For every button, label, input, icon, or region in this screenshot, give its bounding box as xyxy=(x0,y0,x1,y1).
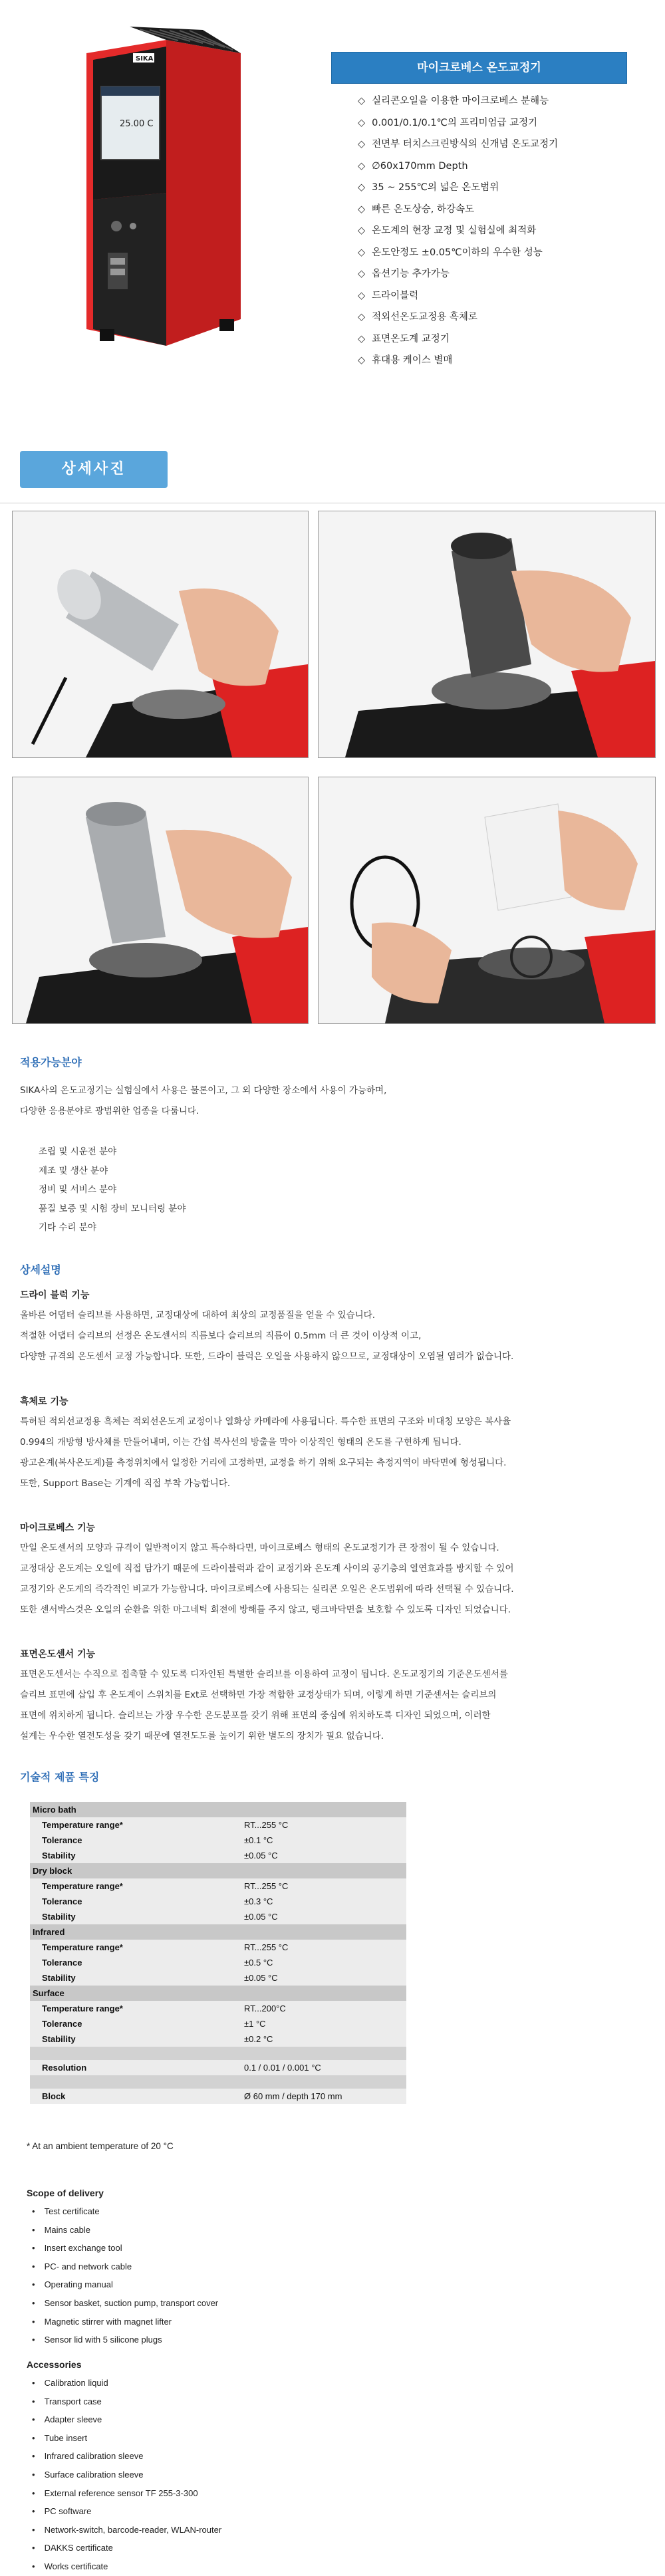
desc-line: 올바른 어댑터 슬리브를 사용하면, 교정대상에 대하여 최상의 교정품질을 얻을 수 있습니다. xyxy=(20,1310,376,1321)
spec-value: ±0.05 °C xyxy=(241,1909,406,1924)
delivery-heading: Scope of delivery xyxy=(27,2188,104,2198)
spec-group-row xyxy=(30,1986,406,2001)
spec-value: ±0.1 °C xyxy=(241,1833,406,1848)
feature-item: ◇ 0.001/0.1/0.1℃의 프리미엄급 교정기 xyxy=(358,112,627,134)
application-item: 정비 및 서비스 분야 xyxy=(39,1184,117,1195)
desc-line: 슬리브 표면에 삽입 후 온도계이 스위치를 Ext로 선택하면 가장 적합한 교정상태가 되며, 이렇게 하면 기준센서는 슬리브의 xyxy=(20,1690,497,1700)
spec-key: Stability xyxy=(30,1970,241,1986)
feature-item: ◇ 표면온도계 교정기 xyxy=(358,328,627,350)
spec-footnote: * At an ambient temperature of 20 °C xyxy=(27,2141,174,2151)
application-list xyxy=(39,1142,186,1237)
application-item: 품질 보증 및 시험 장비 모니터링 분야 xyxy=(39,1203,186,1214)
desc-block-title: 마이크로베스 기능 xyxy=(20,1523,96,1533)
desc-block-body xyxy=(20,1538,514,1620)
feature-item: ◇ 실리콘오일을 이용한 마이크로베스 분해능 xyxy=(358,90,627,112)
spec-row xyxy=(30,2089,406,2104)
spec-value: ±0.2 °C xyxy=(241,2031,406,2047)
spec-key: Temperature range* xyxy=(30,1940,241,1955)
feature-item: ◇ ∅60x170mm Depth xyxy=(358,156,627,178)
feature-item: ◇ 온도계의 현장 교정 및 실험실에 최적화 xyxy=(358,220,627,242)
brand-logo: SIKA xyxy=(136,55,154,63)
delivery-list xyxy=(27,2202,218,2349)
spec-row xyxy=(30,1817,406,1833)
spec-spacer xyxy=(30,2047,406,2060)
delivery-item: • Test certificate xyxy=(27,2202,218,2221)
spec-value: Ø 60 mm / depth 170 mm xyxy=(241,2089,406,2104)
accessory-item: • Works certificate xyxy=(27,2557,221,2576)
desc-block-microbath xyxy=(20,1521,514,1620)
feature-title: 마이크로베스 온도교정기 xyxy=(331,52,627,84)
spec-row xyxy=(30,2060,406,2075)
accessory-item: • External reference sensor TF 255-3-300 xyxy=(27,2484,221,2503)
accessory-item: • Tube insert xyxy=(27,2429,221,2448)
feature-item: ◇ 빠른 온도상승, 하강속도 xyxy=(358,199,627,221)
spec-value: RT...200°C xyxy=(241,2001,406,2016)
application-intro xyxy=(20,1081,386,1122)
spec-group-row xyxy=(30,1802,406,1817)
spec-group-row xyxy=(30,1863,406,1878)
spec-table xyxy=(30,1802,406,2104)
spec-key: Tolerance xyxy=(30,1955,241,1970)
accessory-item: • PC software xyxy=(27,2502,221,2521)
feature-item: ◇ 적외선온도교정용 흑체로 xyxy=(358,307,627,328)
desc-line: 다양한 규격의 온도센서 교정 가능합니다. 또한, 드라이 블럭은 오일을 사용하지 않으므로, 교정대상이 오염될 염려가 없습니다. xyxy=(20,1351,514,1362)
delivery-item: • Mains cable xyxy=(27,2221,218,2240)
desc-block-body xyxy=(20,1412,511,1494)
spec-key: Tolerance xyxy=(30,2016,241,2031)
desc-block-title: 드라이 블럭 기능 xyxy=(20,1290,90,1301)
feature-item: ◇ 드라이블럭 xyxy=(358,285,627,307)
application-item: 기타 수리 분야 xyxy=(39,1222,96,1233)
intro-line: SIKA사의 온도교정기는 실험실에서 사용은 물론이고, 그 외 다양한 장소에서 사용이 가능하며, xyxy=(20,1085,387,1096)
accessory-item: • Network-switch, barcode-reader, WLAN-router xyxy=(27,2521,221,2539)
accessory-item: • Surface calibration sleeve xyxy=(27,2466,221,2484)
desc-line: 또한, Support Base는 기계에 직접 부착 가능합니다. xyxy=(20,1478,231,1489)
detail-photo-1 xyxy=(12,511,309,758)
accessories-heading: Accessories xyxy=(27,2359,82,2370)
feature-item: ◇ 휴대용 케이스 별매 xyxy=(358,350,627,372)
delivery-item: • Sensor lid with 5 silicone plugs xyxy=(27,2331,218,2349)
accessory-item: • Adapter sleeve xyxy=(27,2410,221,2429)
spec-value: RT...255 °C xyxy=(241,1940,406,1955)
spec-row xyxy=(30,1848,406,1863)
spec-row xyxy=(30,1894,406,1909)
spec-row xyxy=(30,1833,406,1848)
spec-key: Tolerance xyxy=(30,1833,241,1848)
detail-photo-3 xyxy=(12,777,309,1024)
spec-row xyxy=(30,1940,406,1955)
application-item: 조립 및 시운전 분야 xyxy=(39,1146,117,1157)
delivery-item: • Sensor basket, suction pump, transport cover xyxy=(27,2294,218,2313)
spec-value: ±1 °C xyxy=(241,2016,406,2031)
desc-block-blackbody xyxy=(20,1394,511,1494)
desc-line: 광고온계(복사온도계)를 측정위치에서 일정한 거리에 고정하면, 교정을 하기 위해 요구되는 측정지역이 바닥면에 형성됩니다. xyxy=(20,1458,507,1468)
detail-photo-2 xyxy=(318,511,656,758)
spec-value: 0.1 / 0.01 / 0.001 °C xyxy=(241,2060,406,2075)
spec-value: RT...255 °C xyxy=(241,1878,406,1894)
spec-value: ±0.05 °C xyxy=(241,1970,406,1986)
accessory-item: • Infrared calibration sleeve xyxy=(27,2447,221,2466)
desc-block-title: 흑체로 기능 xyxy=(20,1396,68,1407)
spec-key: Resolution xyxy=(30,2060,241,2075)
spec-key: Stability xyxy=(30,1909,241,1924)
desc-line: 0.994의 개방형 방사체를 만들어내며, 이는 간섭 복사선의 방출을 막아 이상적인 형태의 온도를 구현하게 됩니다. xyxy=(20,1437,462,1448)
spec-value: ±0.05 °C xyxy=(241,1848,406,1863)
desc-line: 표면에 위치하게 됩니다. 슬리브는 가장 우수한 온도분포를 갖기 위해 표면의 중심에 위치하도록 디자인 되었으며, 이러한 xyxy=(20,1710,491,1721)
calibrator-device-image xyxy=(66,27,253,359)
spec-row xyxy=(30,1909,406,1924)
delivery-item: • PC- and network cable xyxy=(27,2257,218,2276)
spec-row xyxy=(30,2001,406,2016)
spec-group-name: Dry block xyxy=(30,1863,406,1878)
accessory-item: • Transport case xyxy=(27,2392,221,2411)
desc-line: 만일 온도센서의 모양과 규격이 일반적이지 않고 특수하다면, 마이크로베스 형태의 온도교정기가 큰 장점이 될 수 있습니다. xyxy=(20,1543,499,1553)
spec-group-name: Micro bath xyxy=(30,1802,406,1817)
desc-line: 교정대상 온도계는 오일에 직접 담가기 때문에 드라이블럭과 같이 교정기와 온도계 사이의 공기층의 열연효과를 방지할 수 있어 xyxy=(20,1563,514,1574)
spec-key: Temperature range* xyxy=(30,1817,241,1833)
desc-block-body xyxy=(20,1664,508,1747)
spec-value: ±0.5 °C xyxy=(241,1955,406,1970)
spec-row xyxy=(30,2031,406,2047)
desc-line: 적절한 어댑터 슬리브의 선정은 온도센서의 직름보다 슬리브의 직름이 0.5mm 더 큰 것이 이상적 이고, xyxy=(20,1331,422,1341)
feature-item: ◇ 35 ~ 255℃의 넓은 온도범위 xyxy=(358,177,627,199)
accessories-list xyxy=(27,2374,221,2576)
desc-block-title: 표면온도센서 기능 xyxy=(20,1649,96,1660)
spec-row xyxy=(30,1878,406,1894)
feature-box xyxy=(331,52,627,372)
accessory-item: • DAKKS certificate xyxy=(27,2539,221,2557)
feature-item: ◇ 전면부 터치스크린방식의 신개념 온도교정기 xyxy=(358,134,627,156)
delivery-item: • Insert exchange tool xyxy=(27,2239,218,2257)
spec-key: Block xyxy=(30,2089,241,2104)
application-heading: 적용가능분야 xyxy=(20,1056,82,1069)
feature-item: ◇ 온도안정도 ±0.05℃이하의 우수한 성능 xyxy=(358,242,627,264)
spec-group-row xyxy=(30,1924,406,1940)
description-heading: 상세설명 xyxy=(20,1263,61,1276)
spec-key: Temperature range* xyxy=(30,2001,241,2016)
spec-key: Stability xyxy=(30,1848,241,1863)
desc-line: 또한 센서박스것은 오일의 순환을 위한 마그네틱 회전에 방해를 주지 않고, 탱크바닥면을 보호할 수 있도록 디자인 되었습니다. xyxy=(20,1605,511,1615)
desc-line: 특허된 적외선교정용 흑체는 적외선온도계 교정이나 열화상 카메라에 사용됩니다. 특수한 표면의 구조와 비대칭 모양은 복사율 xyxy=(20,1416,511,1427)
desc-line: 표면온도센서는 수직으로 접촉할 수 있도록 디자인된 특별한 슬리브를 이용하여 교정이 됩니다. 온도교정기의 기준온도센서를 xyxy=(20,1669,508,1680)
spec-row xyxy=(30,2016,406,2031)
feature-item: ◇ 옵션기능 추가가능 xyxy=(358,263,627,285)
specs-heading: 기술적 제품 특징 xyxy=(20,1771,100,1783)
desc-block-dryblock xyxy=(20,1288,513,1367)
application-item: 제조 및 생산 분야 xyxy=(39,1165,108,1176)
accessory-item: • Calibration liquid xyxy=(27,2374,221,2392)
detail-photos-tab: 상세사진 xyxy=(20,451,168,488)
desc-line: 설계는 우수한 열전도성을 갖기 때문에 열전도도를 높이기 위한 별도의 장치가 필요 없습니다. xyxy=(20,1731,384,1741)
desc-block-surface xyxy=(20,1647,508,1747)
spec-key: Temperature range* xyxy=(30,1878,241,1894)
spec-value: RT...255 °C xyxy=(241,1817,406,1833)
spec-row xyxy=(30,1955,406,1970)
feature-list xyxy=(331,90,627,372)
spec-group-name: Surface xyxy=(30,1986,406,2001)
delivery-item: • Magnetic stirrer with magnet lifter xyxy=(27,2313,218,2331)
detail-photo-4 xyxy=(318,777,656,1024)
screen-readout: 25.00 C xyxy=(120,119,154,129)
spec-group-name: Infrared xyxy=(30,1924,406,1940)
spec-value: ±0.3 °C xyxy=(241,1894,406,1909)
desc-block-body xyxy=(20,1305,513,1367)
spec-key: Stability xyxy=(30,2031,241,2047)
intro-line: 다양한 응용분야로 광범위한 업종을 다룹니다. xyxy=(20,1106,200,1116)
delivery-item: • Operating manual xyxy=(27,2275,218,2294)
spec-spacer xyxy=(30,2075,406,2089)
spec-key: Tolerance xyxy=(30,1894,241,1909)
spec-row xyxy=(30,1970,406,1986)
desc-line: 교정기와 온도계의 즉각적인 비교가 가능합니다. 마이크로베스에 사용되는 실리콘 오일은 온도범위에 따라 선택될 수 있습니다. xyxy=(20,1584,514,1595)
